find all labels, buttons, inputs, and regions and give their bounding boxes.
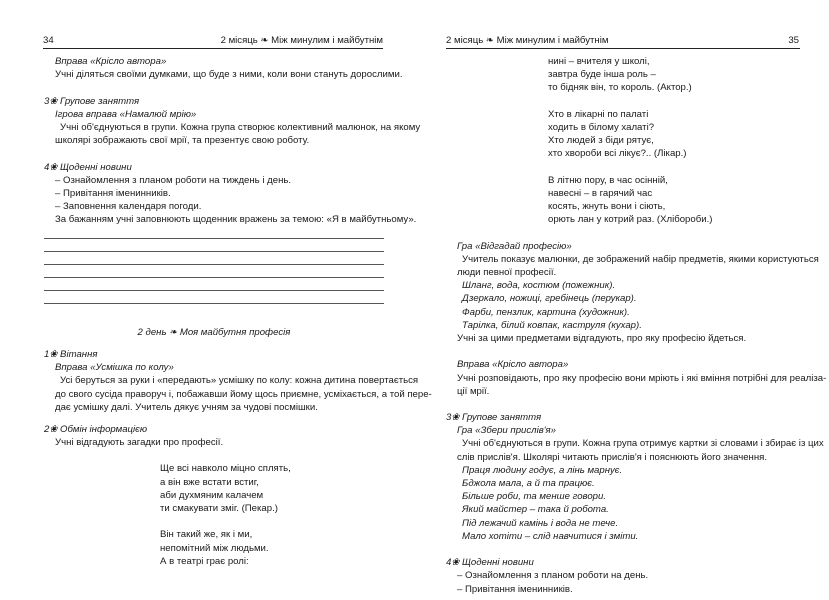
text-line: ходить в білому халаті? [548, 121, 655, 133]
diary-writing-lines [44, 238, 384, 303]
text-line: 4❀ Щоденні новини [44, 161, 132, 173]
text-line: Бджола мала, а й та працює. [462, 478, 595, 489]
writing-line [44, 238, 384, 239]
text-line: Учні об'єднуються в групи. Кожна група отримує картки зі словами і збирає із цих [462, 438, 824, 450]
text-line: то бідняк він, то король. (Актор.) [548, 82, 692, 94]
text-line: а він вже встати встиг, [160, 476, 259, 488]
text-line: Більше роби, та менше говори. [462, 491, 606, 503]
text-line: – Заповнення календаря погоди. [55, 201, 202, 213]
spacer [44, 147, 384, 160]
text-line: Гра «Відгадай професію» [457, 240, 572, 252]
left-page-number: 34 [43, 35, 54, 46]
text-line: Ігрова вправа «Намалюй мрію» [55, 108, 197, 120]
right-page-number: 35 [788, 35, 799, 46]
text-line: Учні діляться своїми думками, що буде з ними, коли вони стануть дорослими. [55, 69, 403, 81]
right-content [446, 55, 827, 596]
text-line: ції мрії. [457, 385, 490, 397]
spacer [446, 161, 800, 174]
text-line: ти смакувати зміг. (Пекар.) [160, 503, 278, 515]
text-line: А в театрі грає ролі: [160, 555, 249, 567]
text-line: Учитель показує малюнки, де зображений набір предметів, якими користуються [462, 253, 819, 265]
text-line: – Привітання іменинників. [55, 187, 171, 199]
writing-line [44, 290, 384, 291]
spacer [44, 449, 384, 462]
spacer [446, 543, 800, 556]
right-header-title: 2 місяць ❧ Між минулим і майбутнім [446, 35, 609, 46]
text-line: Дзеркало, ножиці, гребінець (перукар). [462, 293, 637, 305]
text-line: Хто людей з біди рятує, [548, 135, 654, 147]
spacer [44, 515, 384, 528]
text-line: Учні відгадують загадки про професії. [55, 437, 224, 449]
text-line: За бажанням учні заповнюють щоденник вражень за темою: «Я в майбутньому». [55, 214, 417, 226]
text-line: Він такий же, як і ми, [160, 529, 253, 541]
text-line: Фарби, пензлик, картина (художник). [462, 306, 630, 318]
text-line: Праця людину годує, а лінь марнує. [462, 464, 623, 476]
text-line: дає усмішку далі. Учитель дякує учням за чудові посмішки. [55, 401, 318, 413]
text-line: Учні за цими предметами відгадують, про яку професію йдеться. [457, 332, 747, 344]
text-line: Під лежачий камінь і вода не тече. [462, 517, 619, 529]
text-line: Шланг, вода, костюм (пожежник). [462, 280, 616, 292]
left-content [44, 55, 432, 568]
text-line: 3❀ Групове заняття [446, 412, 542, 424]
text-line: навесні – в гарячий час [548, 187, 653, 199]
text-line: – Привітання іменинників. [457, 583, 573, 595]
text-line: орють лан у котрий раз. (Хлібороби.) [548, 214, 713, 226]
text-line: Усі беруться за руки і «передають» усмішку по колу: кожна дитина повертається [60, 375, 419, 387]
spacer [44, 81, 384, 94]
left-header-title: 2 місяць ❧ Між минулим і майбутнім [220, 35, 383, 46]
text-line: хто хвороби всі лікує?.. (Лікар.) [548, 148, 687, 160]
spacer [44, 414, 384, 423]
spacer [446, 226, 800, 239]
text-line: Вправа «Крісло автора» [55, 56, 167, 67]
text-line: 2❀ Обмін інформацією [44, 423, 148, 435]
text-line: Учні об'єднуються в групи. Кожна група створює колективний малюнок, на якому [60, 121, 421, 133]
spacer [446, 345, 800, 358]
text-line: аби духмяним калачем [160, 489, 264, 501]
text-line: В літню пору, в час осінній, [548, 174, 668, 186]
text-line: косять, жнуть вони і сіють, [548, 201, 666, 213]
text-line: люди певної професії. [457, 267, 557, 278]
day-title: 2 день ❧ Моя майбутня професія [137, 326, 291, 338]
text-line: Ще всі навколо міцно сплять, [160, 463, 291, 475]
left-header-rule [43, 48, 383, 49]
text-line: слів прислів'я. Школярі читають прислів'я і пояснюють його значення. [457, 451, 767, 463]
text-line: до свого сусіда праворуч і, побажавши йому щось приємне, усміхається, а той пере- [55, 388, 432, 400]
text-line: Вправа «Крісло автора» [457, 359, 569, 371]
spacer [446, 398, 800, 411]
text-line: Який майстер – така й робота. [462, 504, 609, 516]
spacer [446, 95, 800, 108]
text-line: завтра буде інша роль – [548, 69, 656, 81]
text-line: 1❀ Вітання [44, 348, 98, 360]
writing-line [44, 251, 384, 252]
text-line: школярі зображають свої мрії, та презентує свою роботу. [55, 135, 310, 147]
text-line: Учні розповідають, про яку професію вони мріють і які вміння потрібні для реаліза- [457, 372, 827, 384]
text-line: Гра «Збери прислів'я» [457, 425, 557, 437]
text-line: Вправа «Усмішка по колу» [55, 362, 174, 374]
right-page [415, 0, 829, 600]
text-line: Мало хотіти – слід навчитися і зміти. [462, 530, 639, 542]
text-line: Хто в лікарні по палаті [548, 108, 649, 120]
text-line: – Ознайомлення з планом роботи на день. [457, 570, 649, 582]
text-line: нині – вчителя у школі, [548, 56, 650, 67]
text-line: непомітний між людьми. [160, 542, 269, 554]
writing-line [44, 277, 384, 278]
writing-line [44, 264, 384, 265]
right-header-rule [446, 48, 800, 49]
text-line: Тарілка, білий ковпак, каструля (кухар). [462, 319, 642, 331]
text-line: – Ознайомлення з планом роботи на тиждень і день. [55, 174, 292, 186]
text-line: 3❀ Групове заняття [44, 95, 140, 107]
text-line: 4❀ Щоденні новини [446, 557, 534, 569]
